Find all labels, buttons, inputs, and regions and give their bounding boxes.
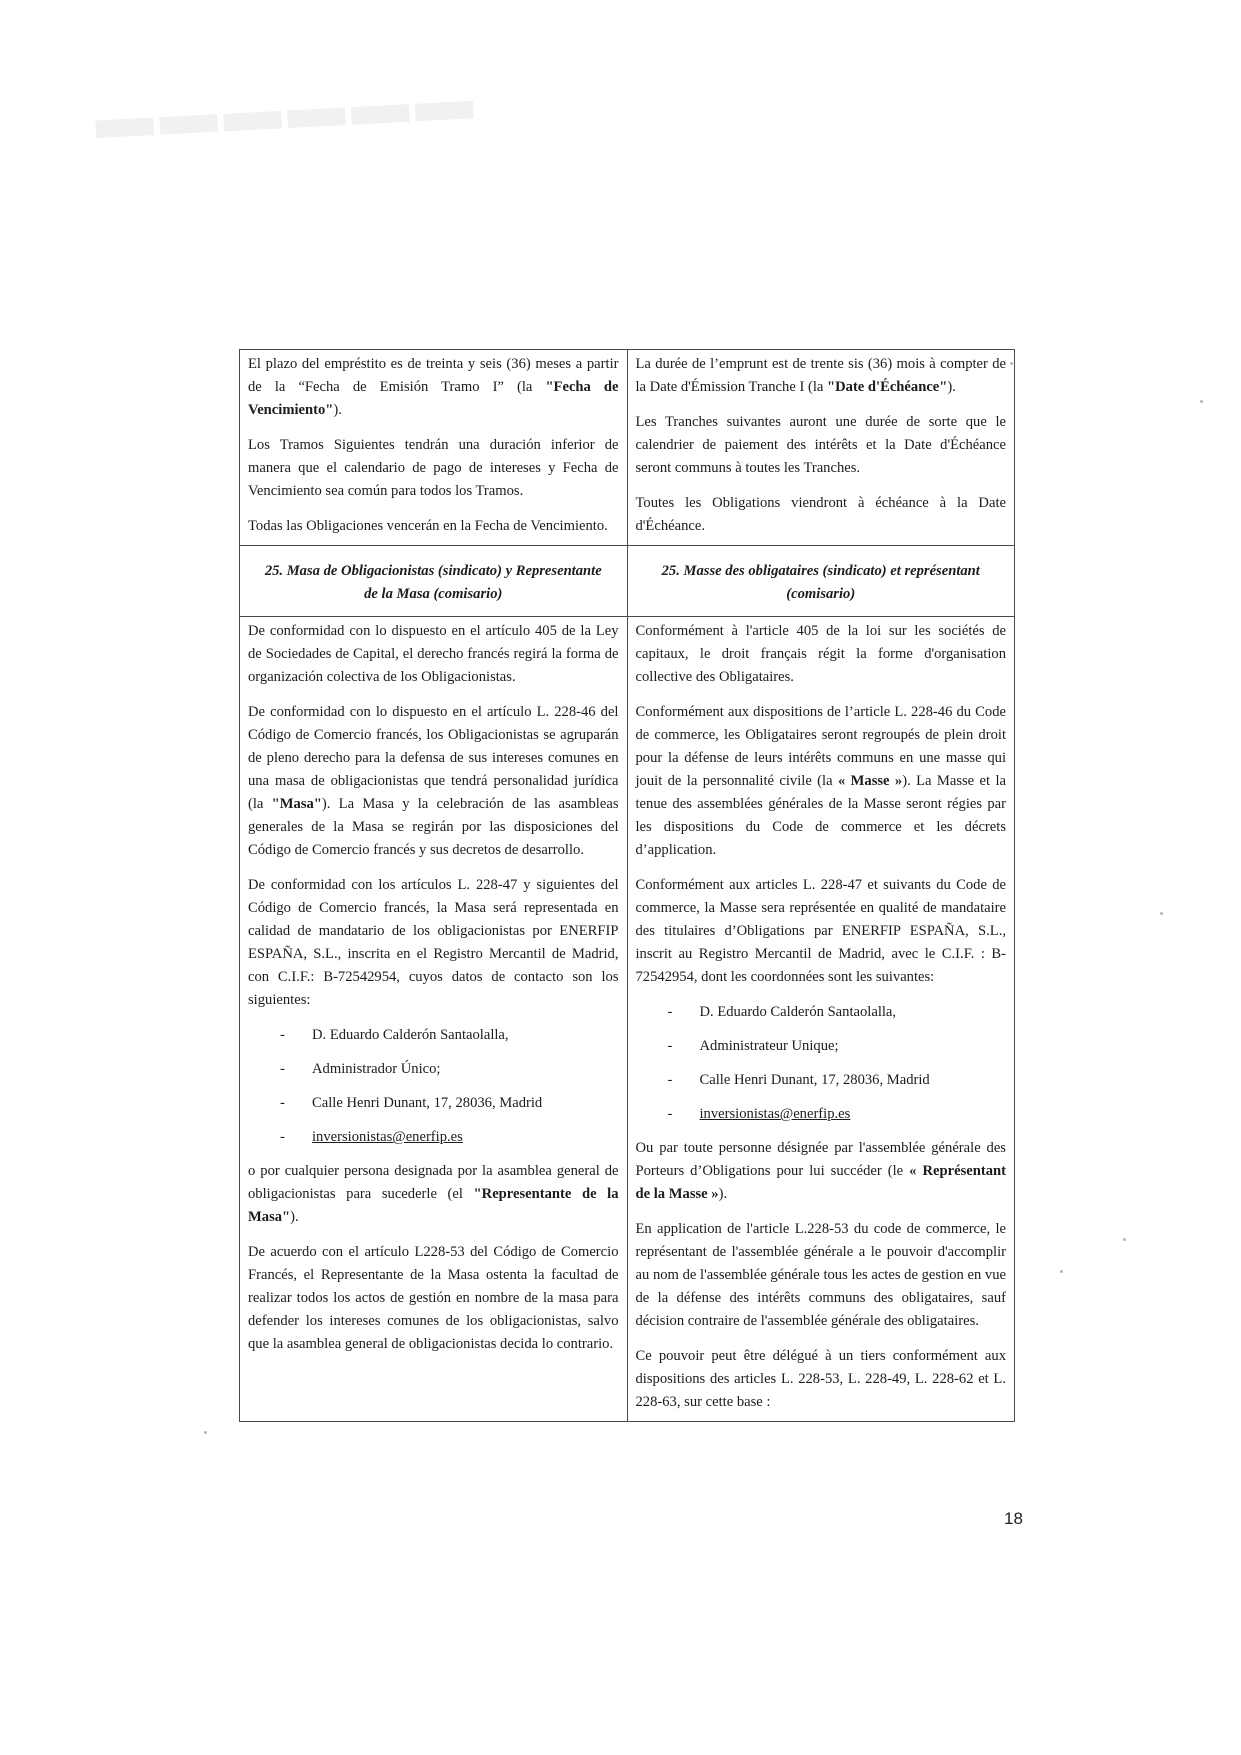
paragraph: Conformément à l'article 405 de la loi sur les sociétés de capitaux, le droit français régit la forme d'organisation collective des Obligataires. [635, 623, 1006, 685]
paragraph: La durée de l’emprunt est de trente sis (36) mois à compter de la Date d'Émission Tranche I (la "Date d'Échéance"). [635, 356, 1006, 395]
page-number: 18 [1004, 1509, 1023, 1528]
paragraph: Les Tranches suivantes auront une durée de sorte que le calendrier de paiement des intérêts et la Date d'Échéance seront communs à toutes les Tranches. [635, 414, 1006, 476]
paragraph: Los Tramos Siguientes tendrán una duración inferior de manera que el calendario de pago de intereses y Fecha de Vencimiento sea común para todos los Tramos. [248, 437, 619, 499]
paragraph: En application de l'article L.228-53 du code de commerce, le représentant de l'assemblée générale a le pouvoir d'accomplir au nom de l'assemblée générale tous les actes de gestion en vue de la défense des intérêts communs des obligataires, sauf décision contraire de l'assemblée générale des obligataires. [635, 1221, 1006, 1329]
paragraph: De acuerdo con el artículo L228-53 del Código de Comercio Francés, el Representante de la Masa ostenta la facultad de realizar todos los actos de gestión en nombre de la masa para defender los intereses comunes de los obligacionistas, salvo que la asamblea general de obligacionistas decida lo contrario. [248, 1244, 619, 1352]
list-item: - Calle Henri Dunant, 17, 28036, Madrid [636, 1069, 1007, 1092]
paragraph: Todas las Obligaciones vencerán en la Fecha de Vencimiento. [248, 518, 608, 534]
scan-speck [204, 1431, 207, 1434]
list-item: - Calle Henri Dunant, 17, 28036, Madrid [248, 1092, 619, 1115]
paragraph: De conformidad con los artículos L. 228-47 y siguientes del Código de Comercio francés, la Masa será representada en calidad de mandatario de los obligacionistas por ENERFIP ESPAÑA, S.L., inscrita en el Registro Mercantil de Madrid, con C.I.F.: B-72542954, cuyos datos de contacto son los siguientes: [248, 877, 619, 1008]
scan-speck [1160, 912, 1163, 915]
scan-speck [1123, 1238, 1126, 1241]
table-row [240, 350, 1015, 546]
paragraph: Ce pouvoir peut être délégué à un tiers conformément aux dispositions des articles L. 228-53, L. 228-49, L. 228-62 et L. 228-63, sur cette base : [635, 1348, 1006, 1410]
table-row [240, 546, 1015, 617]
spanish-cell-term [240, 350, 628, 546]
table-row [240, 617, 1015, 1422]
french-cell-masse [627, 617, 1015, 1422]
list-item-email[interactable]: - inversionistas@enerfip.es [636, 1103, 1007, 1126]
section-heading-spanish: 25. Masa de Obligacionistas (sindicato) y Representante de la Masa (comisario) [240, 546, 628, 617]
paragraph: Conformément aux dispositions de l’article L. 228-46 du Code de commerce, les Obligataires seront regroupés de plein droit pour la défense de leurs intérêts communs en une masse qui jouit de la personnalité civile (la « Masse »). La Masse et la tenue des assemblées générales de la Masse seront régies par les dispositions du Code de commerce et les décrets d’application. [635, 704, 1006, 858]
paragraph: Ou par toute personne désignée par l'assemblée générale des Porteurs d’Obligations pour lui succéder (le « Représentant de la Masse »). [635, 1140, 1006, 1202]
section-heading-french: 25. Masse des obligataires (sindicato) et représentant (comisario) [627, 546, 1015, 617]
list-item: - D. Eduardo Calderón Santaolalla, [636, 1001, 1007, 1024]
list-item-email[interactable]: - inversionistas@enerfip.es [248, 1126, 619, 1149]
spanish-cell-masa [240, 617, 628, 1422]
bleed-through-mark: ▬▬▬▬▬▬ [93, 65, 481, 152]
list-item: - Administrador Único; [248, 1058, 619, 1081]
bilingual-terms-table [239, 349, 1015, 1422]
paragraph: El plazo del empréstito es de treinta y seis (36) meses a partir de la “Fecha de Emisión Tramo I” (la "Fecha de Vencimiento"). [248, 356, 619, 418]
list-item: - D. Eduardo Calderón Santaolalla, [248, 1024, 619, 1047]
scan-speck [1060, 1270, 1063, 1273]
paragraph: De conformidad con lo dispuesto en el artículo L. 228-46 del Código de Comercio francés, los Obligacionistas se agruparán de pleno derecho para la defensa de sus intereses comunes en una masa de obligacionistas que tendrá personalidad jurídica (la "Masa"). La Masa y la celebración de las asambleas generales de la Masa se regirán por las disposiciones del Código de Comercio francés y sus decretos de desarrollo. [248, 704, 619, 858]
scan-speck [1200, 400, 1203, 403]
paragraph: Conformément aux articles L. 228-47 et suivants du Code de commerce, la Masse sera représentée en qualité de mandataire des titulaires d’Obligations par ENERFIP ESPAÑA, S.L., inscrit au Registro Mercantil de Madrid, avec le C.I.F. : B-72542954, dont les coordonnées sont les suivantes: [635, 877, 1006, 985]
contact-list [248, 1024, 619, 1149]
paragraph: Toutes les Obligations viendront à échéance à la Date d'Échéance. [635, 495, 1006, 534]
list-item: - Administrateur Unique; [636, 1035, 1007, 1058]
french-cell-term [627, 350, 1015, 546]
paragraph: o por cualquier persona designada por la asamblea general de obligacionistas para sucederle (el "Representante de la Masa"). [248, 1163, 619, 1225]
contact-list [636, 1001, 1007, 1126]
paragraph: De conformidad con lo dispuesto en el artículo 405 de la Ley de Sociedades de Capital, el derecho francés regirá la forma de organización colectiva de los Obligacionistas. [248, 623, 619, 685]
